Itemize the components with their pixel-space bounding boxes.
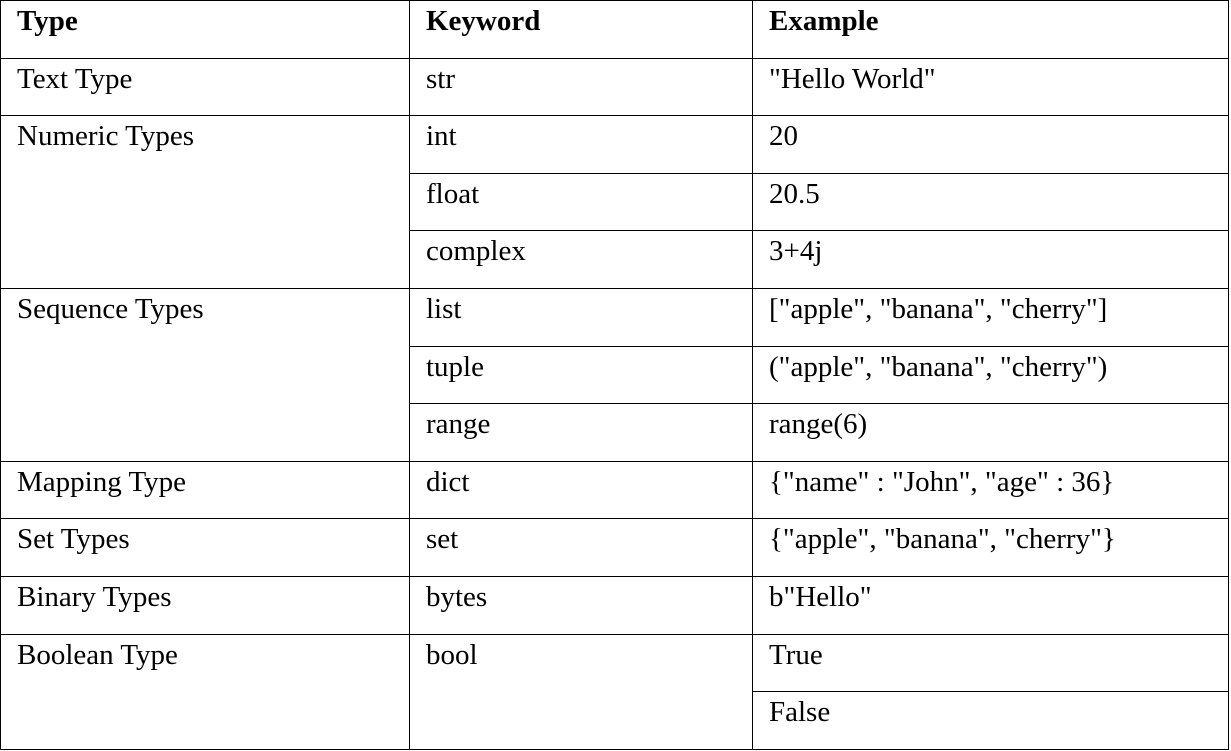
example-cell: 3+4j [753, 231, 1229, 289]
keyword-cell: str [410, 58, 753, 116]
example-cell: 20 [753, 116, 1229, 174]
keyword-cell: set [410, 519, 753, 577]
table-row [1, 461, 1229, 519]
table-row [1, 116, 1229, 174]
example-cell: True [753, 634, 1229, 692]
keyword-cell: complex [410, 231, 753, 289]
example-cell: {"name" : "John", "age" : 36} [753, 461, 1229, 519]
example-cell: b"Hello" [753, 577, 1229, 635]
table-row [1, 289, 1229, 347]
type-cell: Sequence Types [1, 289, 410, 462]
keyword-cell: dict [410, 461, 753, 519]
example-cell: "Hello World" [753, 58, 1229, 116]
header-type: Type [1, 1, 410, 59]
keyword-cell: float [410, 173, 753, 231]
example-cell: False [753, 692, 1229, 750]
example-cell: 20.5 [753, 173, 1229, 231]
keyword-cell: tuple [410, 346, 753, 404]
keyword-cell: bytes [410, 577, 753, 635]
header-keyword: Keyword [410, 1, 753, 59]
table-header-row [1, 1, 1229, 59]
table-row [1, 634, 1229, 692]
keyword-cell: list [410, 289, 753, 347]
example-cell: ("apple", "banana", "cherry") [753, 346, 1229, 404]
type-cell: Binary Types [1, 577, 410, 635]
type-cell: Set Types [1, 519, 410, 577]
keyword-cell: range [410, 404, 753, 462]
table-row [1, 58, 1229, 116]
keyword-cell: bool [410, 634, 753, 749]
type-cell: Numeric Types [1, 116, 410, 289]
keyword-cell: int [410, 116, 753, 174]
table-row [1, 519, 1229, 577]
table-row [1, 577, 1229, 635]
type-cell: Boolean Type [1, 634, 410, 749]
example-cell: range(6) [753, 404, 1229, 462]
example-cell: {"apple", "banana", "cherry"} [753, 519, 1229, 577]
type-cell: Text Type [1, 58, 410, 116]
example-cell: ["apple", "banana", "cherry"] [753, 289, 1229, 347]
type-cell: Mapping Type [1, 461, 410, 519]
header-example: Example [753, 1, 1229, 59]
